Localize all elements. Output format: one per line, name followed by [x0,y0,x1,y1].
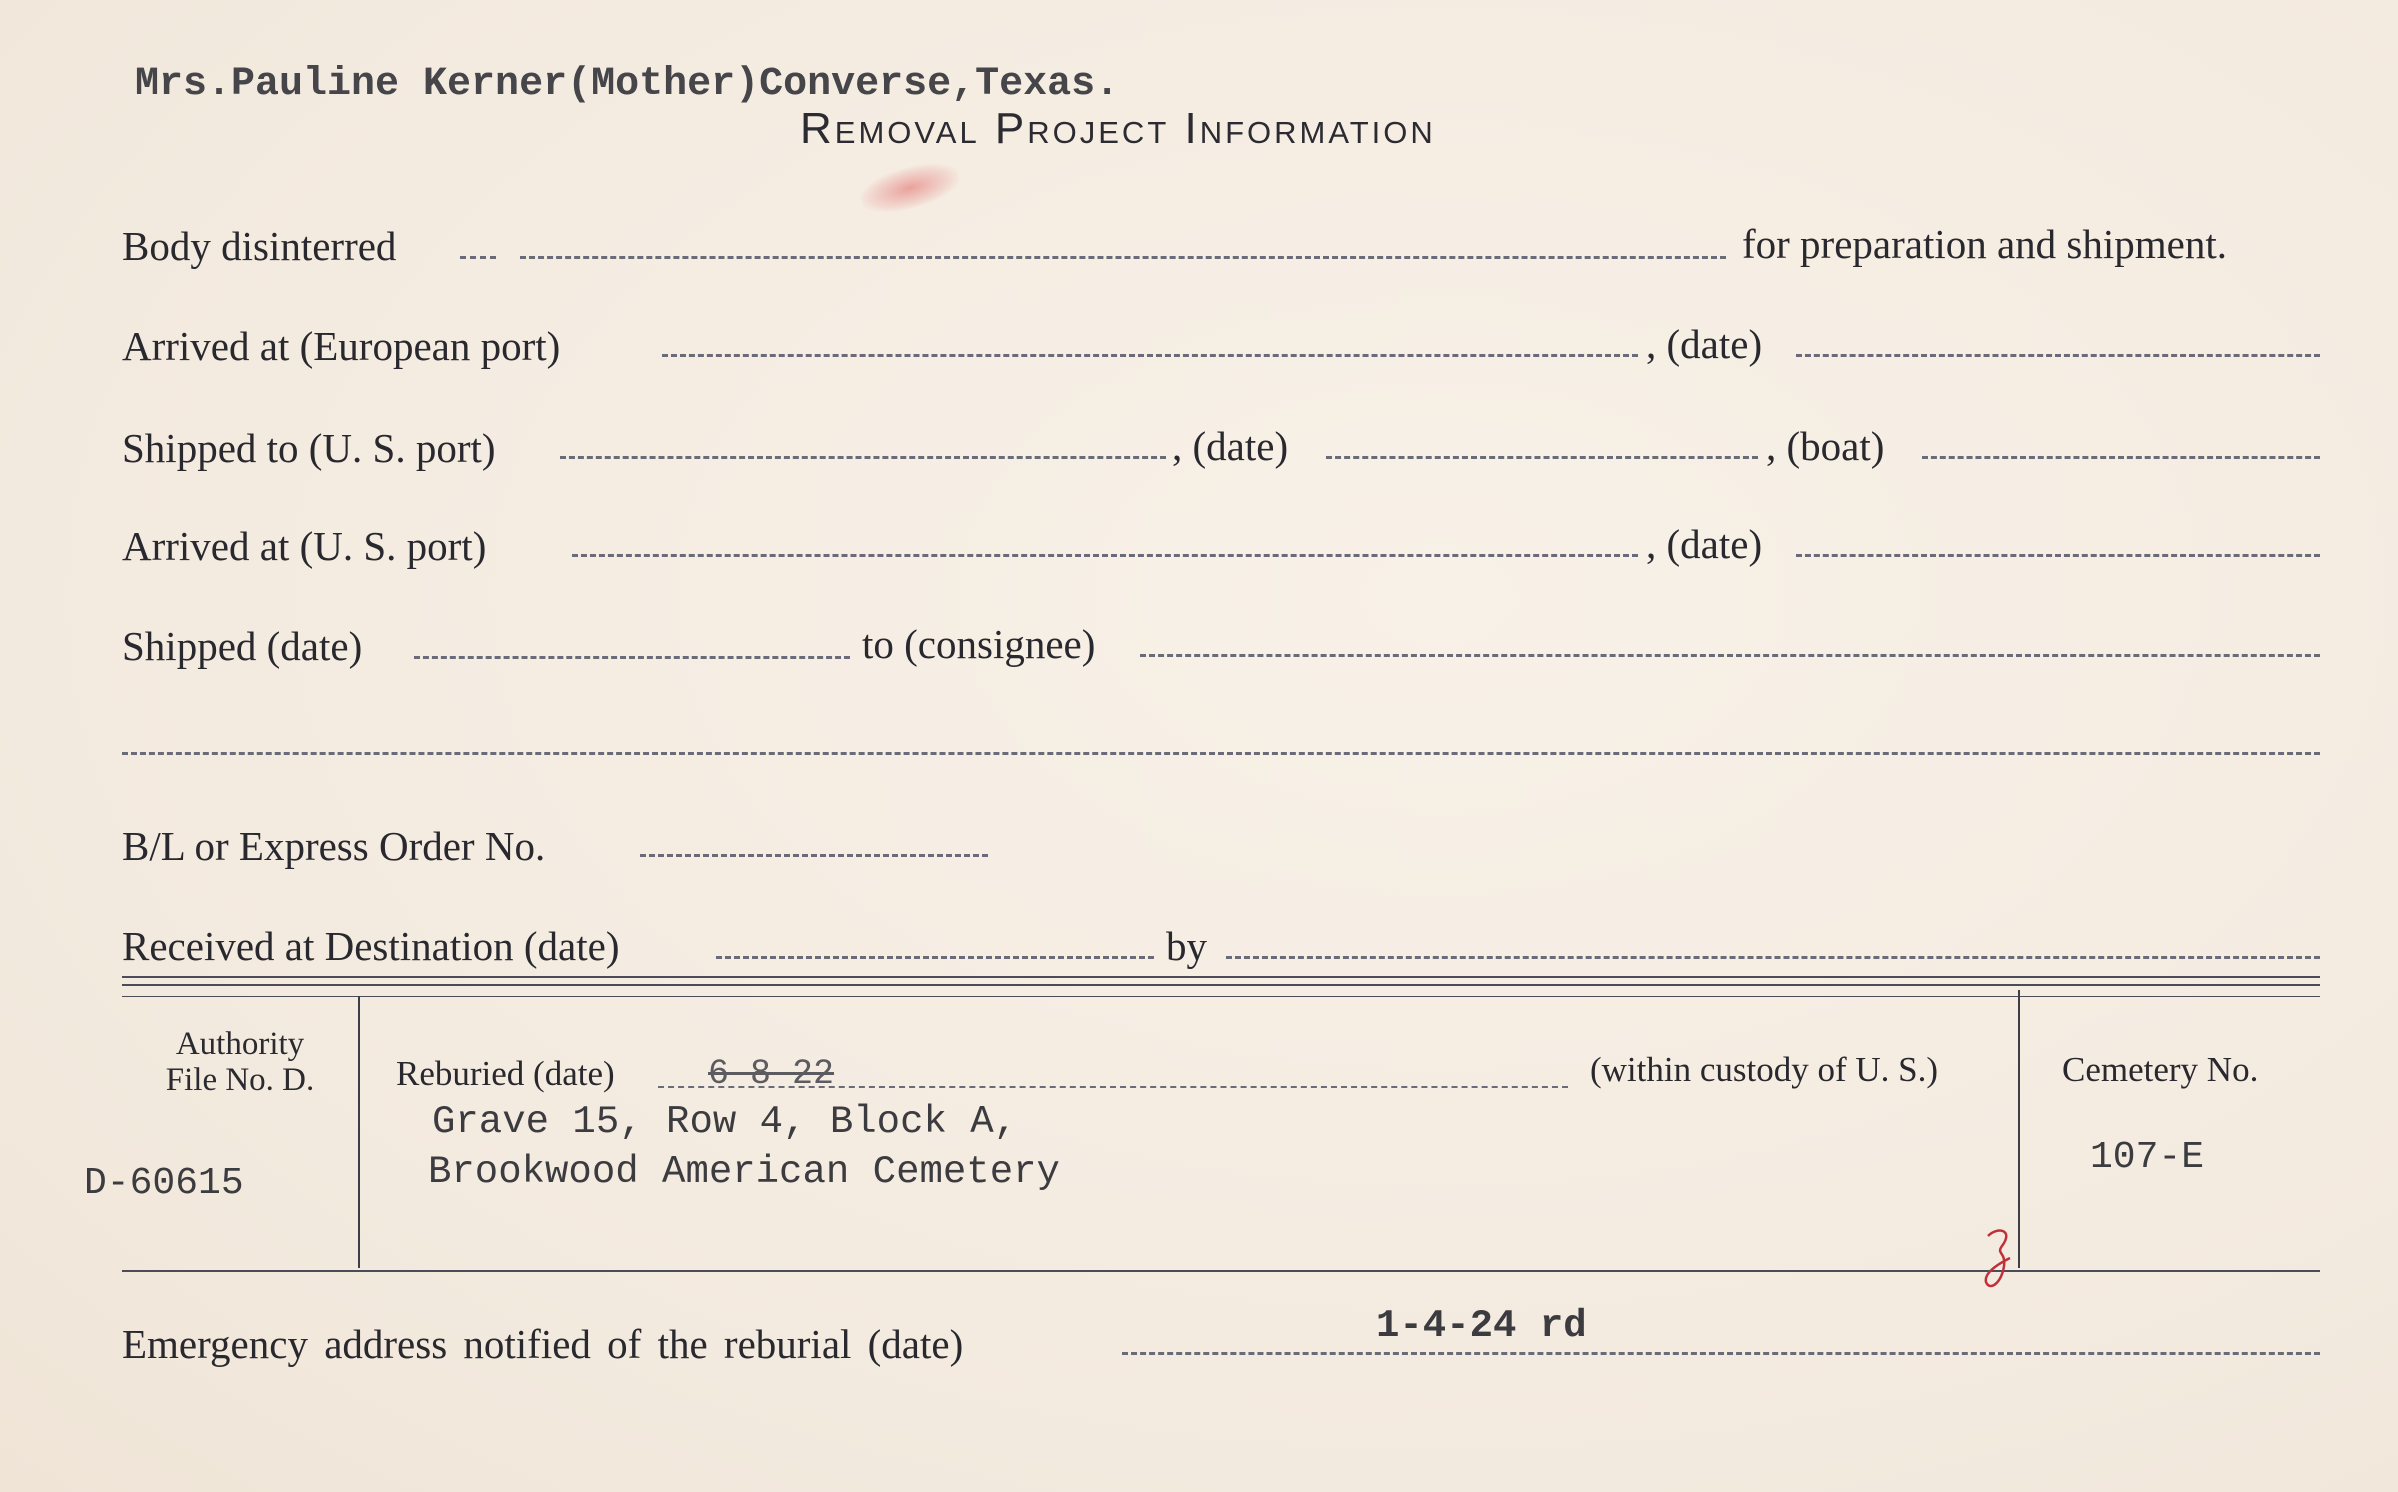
blank-us-port [560,456,1166,459]
blank-date-3 [1796,554,2320,557]
blank-european-port [662,354,1638,357]
authority-file-label: Authority File No. D. [165,1026,315,1098]
label-arrived-us: Arrived at (U. S. port) [122,523,487,569]
red-pencil-mark [1980,1222,2020,1294]
label-shipped-date: Shipped (date) [122,623,363,669]
blank-arrived-us [572,554,1638,557]
typed-header: Mrs.Pauline Kerner(Mother)Converse,Texas. [135,62,1120,107]
blank-received-by [1226,956,2320,959]
blank-body-disinterred [520,256,1726,259]
blank-bl-order [640,854,988,857]
label-cemetery-no: Cemetery No. [2062,1050,2259,1089]
label-body-disinterred: Body disinterred [122,223,397,269]
label-boat: , (boat) [1766,423,1885,469]
label-date-1: , (date) [1646,321,1763,367]
label-arrived-european: Arrived at (European port) [122,323,561,369]
blank-date-1 [1796,354,2320,357]
blank-date-2 [1326,456,1758,459]
cemetery-number: 107-E [2090,1136,2205,1179]
label-reburied-date: Reburied (date) [396,1054,615,1093]
card-title: Removal Project Information [800,104,1436,153]
blank-dots [460,256,496,259]
label-emergency: Emergency address notified of the reburial (date) [122,1321,964,1367]
box-top-rule [122,976,2320,978]
red-ink-smudge [857,156,964,221]
box-top-rule-3 [122,996,2320,997]
blank-received-date [716,956,1154,959]
emergency-date: 1-4-24 rd [1376,1304,1587,1348]
label-preparation: for preparation and shipment. [1742,221,2228,267]
blank-shipped-date [414,656,850,659]
blank-reburied-date [658,1086,1568,1088]
blank-boat [1922,456,2320,459]
label-shipped-to: Shipped to (U. S. port) [122,425,496,471]
blank-emergency-date [1122,1352,2320,1355]
blank-consignee [1140,654,2320,657]
box-divider-left [358,996,360,1268]
reburied-date-value: 6-8-22 [708,1054,835,1094]
label-by: by [1166,923,1207,969]
label-date-3: , (date) [1646,521,1763,567]
label-received-destination: Received at Destination (date) [122,923,620,969]
grave-location: Grave 15, Row 4, Block A, [432,1100,1018,1144]
authority-file-number: D-60615 [84,1162,244,1205]
box-top-rule-2 [122,984,2320,986]
label-to-consignee: to (consignee) [862,621,1096,667]
label-custody: (within custody of U. S.) [1590,1050,1939,1089]
blank-consignee-continued [122,752,2320,755]
cemetery-name: Brookwood American Cemetery [428,1150,1060,1194]
label-bl-order: B/L or Express Order No. [122,823,546,869]
label-date-2: , (date) [1172,423,1289,469]
